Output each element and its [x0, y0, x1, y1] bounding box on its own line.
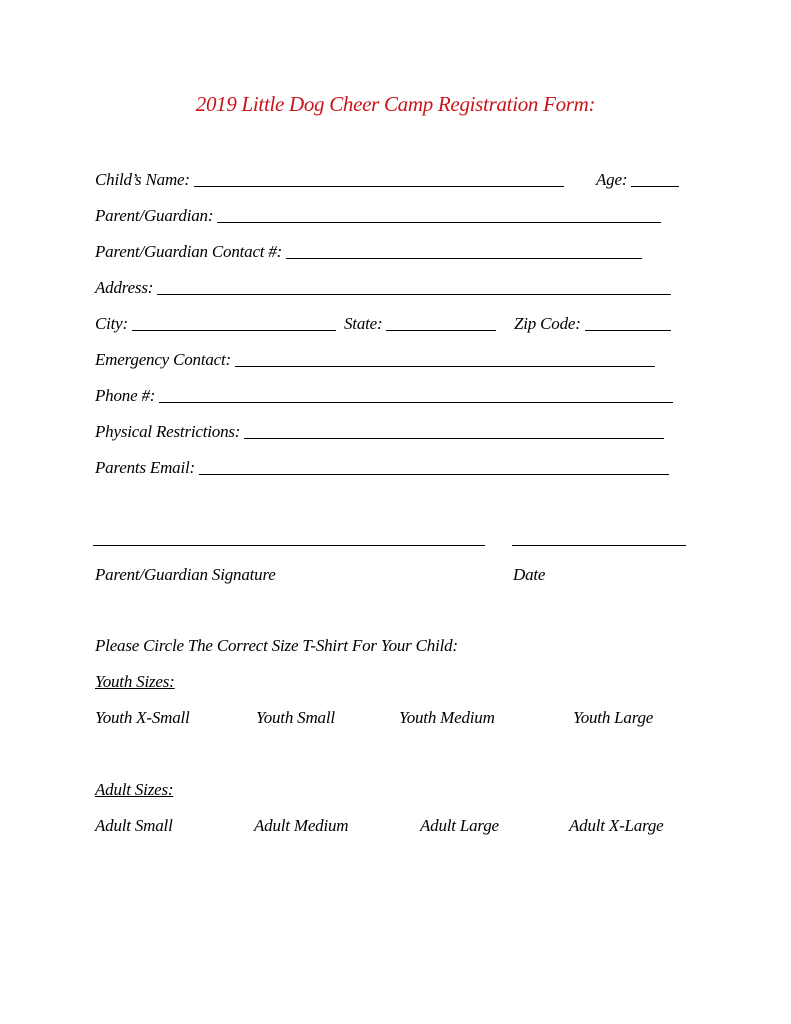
size-option-youth-xsmall[interactable]: Youth X-Small [95, 708, 190, 727]
email-row [95, 458, 669, 478]
restrictions-label: Physical Restrictions: [95, 422, 241, 441]
child-name-row [95, 170, 564, 190]
signature-label: Parent/Guardian Signature [95, 565, 276, 584]
phone-field[interactable] [159, 386, 673, 403]
tshirt-instruction: Please Circle The Correct Size T-Shirt For Your Child: [95, 636, 458, 655]
address-label: Address: [95, 278, 154, 297]
adult-sizes-heading: Adult Sizes: [95, 780, 174, 799]
signature-line[interactable] [93, 545, 485, 546]
child-name-label: Child’s Name: [95, 170, 190, 189]
state-field[interactable] [386, 314, 496, 331]
child-name-field[interactable] [194, 170, 564, 187]
age-field[interactable] [631, 170, 679, 187]
restrictions-field[interactable] [244, 422, 664, 439]
email-label: Parents Email: [95, 458, 195, 477]
phone-row [95, 386, 673, 406]
emergency-row [95, 350, 655, 370]
age-label: Age: [596, 170, 628, 189]
city-label: City: [95, 314, 128, 333]
contact-label: Parent/Guardian Contact #: [95, 242, 283, 261]
emergency-label: Emergency Contact: [95, 350, 231, 369]
contact-field[interactable] [286, 242, 642, 259]
size-option-adult-medium[interactable]: Adult Medium [254, 816, 349, 835]
restrictions-row [95, 422, 664, 442]
city-row [95, 314, 336, 334]
zip-row [514, 314, 671, 334]
size-option-youth-small[interactable]: Youth Small [256, 708, 335, 727]
zip-field[interactable] [585, 314, 671, 331]
size-option-youth-large[interactable]: Youth Large [573, 708, 654, 727]
state-label: State: [344, 314, 383, 333]
city-field[interactable] [132, 314, 336, 331]
emergency-field[interactable] [235, 350, 655, 367]
size-option-youth-medium[interactable]: Youth Medium [399, 708, 495, 727]
parent-label: Parent/Guardian: [95, 206, 214, 225]
size-option-adult-small[interactable]: Adult Small [95, 816, 173, 835]
form-title: 2019 Little Dog Cheer Camp Registration Form: [195, 92, 596, 116]
address-row [95, 278, 671, 298]
state-row [344, 314, 496, 334]
contact-row [95, 242, 642, 262]
parent-field[interactable] [217, 206, 661, 223]
size-option-adult-xlarge[interactable]: Adult X-Large [569, 816, 664, 835]
youth-sizes-heading: Youth Sizes: [95, 672, 175, 691]
size-option-adult-large[interactable]: Adult Large [420, 816, 499, 835]
address-field[interactable] [157, 278, 671, 295]
email-field[interactable] [199, 458, 669, 475]
date-label: Date [513, 565, 546, 584]
age-row [596, 170, 679, 190]
zip-label: Zip Code: [514, 314, 581, 333]
phone-label: Phone #: [95, 386, 156, 405]
date-line[interactable] [512, 545, 686, 546]
parent-row [95, 206, 661, 226]
